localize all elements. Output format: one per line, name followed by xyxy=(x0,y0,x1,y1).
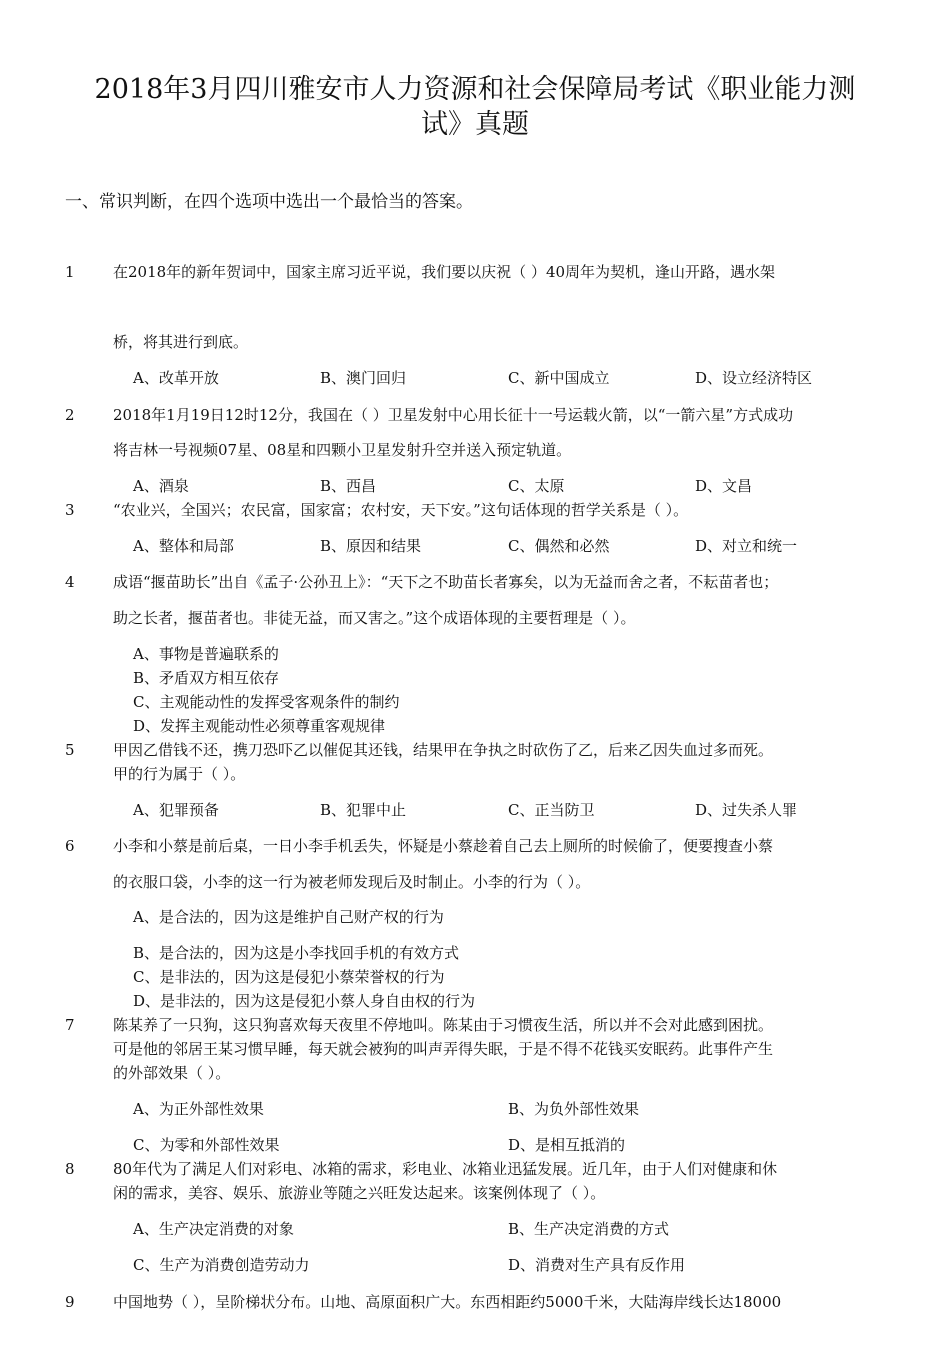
option-d: D、文昌 xyxy=(695,477,753,495)
option-c: C、为零和外部性效果 xyxy=(133,1136,280,1154)
option-a: A、犯罪预备 xyxy=(133,801,219,819)
question-text: 在2018年的新年贺词中，国家主席习近平说，我们要以庆祝（ ）40周年为契机，逢山开路，遇水架 xyxy=(113,263,776,281)
document-title-line-2: 试》真题 xyxy=(421,109,529,140)
question-text: 桥，将其进行到底。 xyxy=(113,333,249,351)
option-d: D、对立和统一 xyxy=(695,537,798,555)
option-b: B、西昌 xyxy=(320,477,377,495)
question-text: 闲的需求，美容、娱乐、旅游业等随之兴旺发达起来。该案例体现了（ ）。 xyxy=(113,1184,606,1202)
option-a: A、是合法的，因为这是维护自己财产权的行为 xyxy=(133,908,444,926)
question-text: 小李和小蔡是前后桌，一日小李手机丢失，怀疑是小蔡趁着自己去上厕所的时候偷了，便要搜查小蔡 xyxy=(113,837,774,855)
option-a: A、事物是普遍联系的 xyxy=(133,645,279,663)
option-b: B、原因和结果 xyxy=(320,537,422,555)
option-c: C、偶然和必然 xyxy=(508,537,610,555)
question-text: 可是他的邻居王某习惯早睡，每天就会被狗的叫声弄得失眠，于是不得不花钱买安眠药。此事件产生 xyxy=(113,1040,774,1058)
option-c: C、正当防卫 xyxy=(508,801,595,819)
question-text: 成语“揠苗助长”出自《孟子·公孙丑上》：“天下之不助苗长者寡矣，以为无益而舍之者，不耘苗者也； xyxy=(113,573,779,591)
question-text: 将吉林一号视频07星、08星和四颗小卫星发射升空并送入预定轨道。 xyxy=(113,441,572,459)
question-text: 助之长者，揠苗者也。非徒无益，而又害之。”这个成语体现的主要哲理是（ ）。 xyxy=(113,609,636,627)
question-number: 1 xyxy=(65,263,75,281)
question-number: 8 xyxy=(65,1160,75,1178)
option-c: C、主观能动性的发挥受客观条件的制约 xyxy=(133,693,400,711)
option-d: D、设立经济特区 xyxy=(695,369,813,387)
option-b: B、是合法的，因为这是小李找回手机的有效方式 xyxy=(133,944,460,962)
option-a: A、酒泉 xyxy=(133,477,189,495)
question-number: 2 xyxy=(65,406,75,424)
option-d: D、过失杀人罪 xyxy=(695,801,798,819)
option-a: A、改革开放 xyxy=(133,369,219,387)
question-number: 4 xyxy=(65,573,75,591)
question-text: 的衣服口袋，小李的这一行为被老师发现后及时制止。小李的行为（ ）。 xyxy=(113,873,591,891)
question-number: 9 xyxy=(65,1293,75,1311)
option-c: C、太原 xyxy=(508,477,565,495)
section-heading: 一、常识判断，在四个选项中选出一个最恰当的答案。 xyxy=(65,192,473,212)
question-text: 陈某养了一只狗，这只狗喜欢每天夜里不停地叫。陈某由于习惯夜生活，所以并不会对此感到困扰。 xyxy=(113,1016,774,1034)
option-b: B、犯罪中止 xyxy=(320,801,407,819)
option-b: B、矛盾双方相互依存 xyxy=(133,669,280,687)
option-b: B、为负外部性效果 xyxy=(508,1100,640,1118)
question-number: 3 xyxy=(65,501,75,519)
option-c: C、生产为消费创造劳动力 xyxy=(133,1256,310,1274)
option-b: B、澳门回归 xyxy=(320,369,407,387)
option-d: D、是相互抵消的 xyxy=(508,1136,626,1154)
question-number: 6 xyxy=(65,837,75,855)
option-d: D、消费对生产具有反作用 xyxy=(508,1256,686,1274)
question-text: 80年代为了满足人们对彩电、冰箱的需求，彩电业、冰箱业迅猛发展。近几年，由于人们对健康和休 xyxy=(113,1160,778,1178)
option-a: A、为正外部性效果 xyxy=(133,1100,264,1118)
option-a: A、生产决定消费的对象 xyxy=(133,1220,294,1238)
question-text: 2018年1月19日12时12分，我国在（ ）卫星发射中心用长征十一号运载火箭，以“一箭六星”方式成功 xyxy=(113,406,794,424)
option-c: C、新中国成立 xyxy=(508,369,610,387)
question-text: 甲的行为属于（ ）。 xyxy=(113,765,246,783)
question-text: “农业兴，全国兴；农民富，国家富；农村安，天下安。”这句话体现的哲学关系是（ ）。 xyxy=(113,501,689,519)
question-text: 中国地势（ ），呈阶梯状分布。山地、高原面积广大。东西相距约5000千米，大陆海岸线长达18000 xyxy=(113,1293,782,1311)
option-d: D、发挥主观能动性必须尊重客观规律 xyxy=(133,717,386,735)
question-number: 7 xyxy=(65,1016,75,1034)
option-c: C、是非法的，因为这是侵犯小蔡荣誉权的行为 xyxy=(133,968,445,986)
document-title-line-1: 2018年3月四川雅安市人力资源和社会保障局考试《职业能力测 xyxy=(94,74,856,105)
question-text: 的外部效果（ ）。 xyxy=(113,1064,231,1082)
option-a: A、整体和局部 xyxy=(133,537,234,555)
option-b: B、生产决定消费的方式 xyxy=(508,1220,670,1238)
question-text: 甲因乙借钱不还，携刀恐吓乙以催促其还钱，结果甲在争执之时砍伤了乙，后来乙因失血过多而死。 xyxy=(113,741,774,759)
question-number: 5 xyxy=(65,741,75,759)
option-d: D、是非法的，因为这是侵犯小蔡人身自由权的行为 xyxy=(133,992,476,1010)
